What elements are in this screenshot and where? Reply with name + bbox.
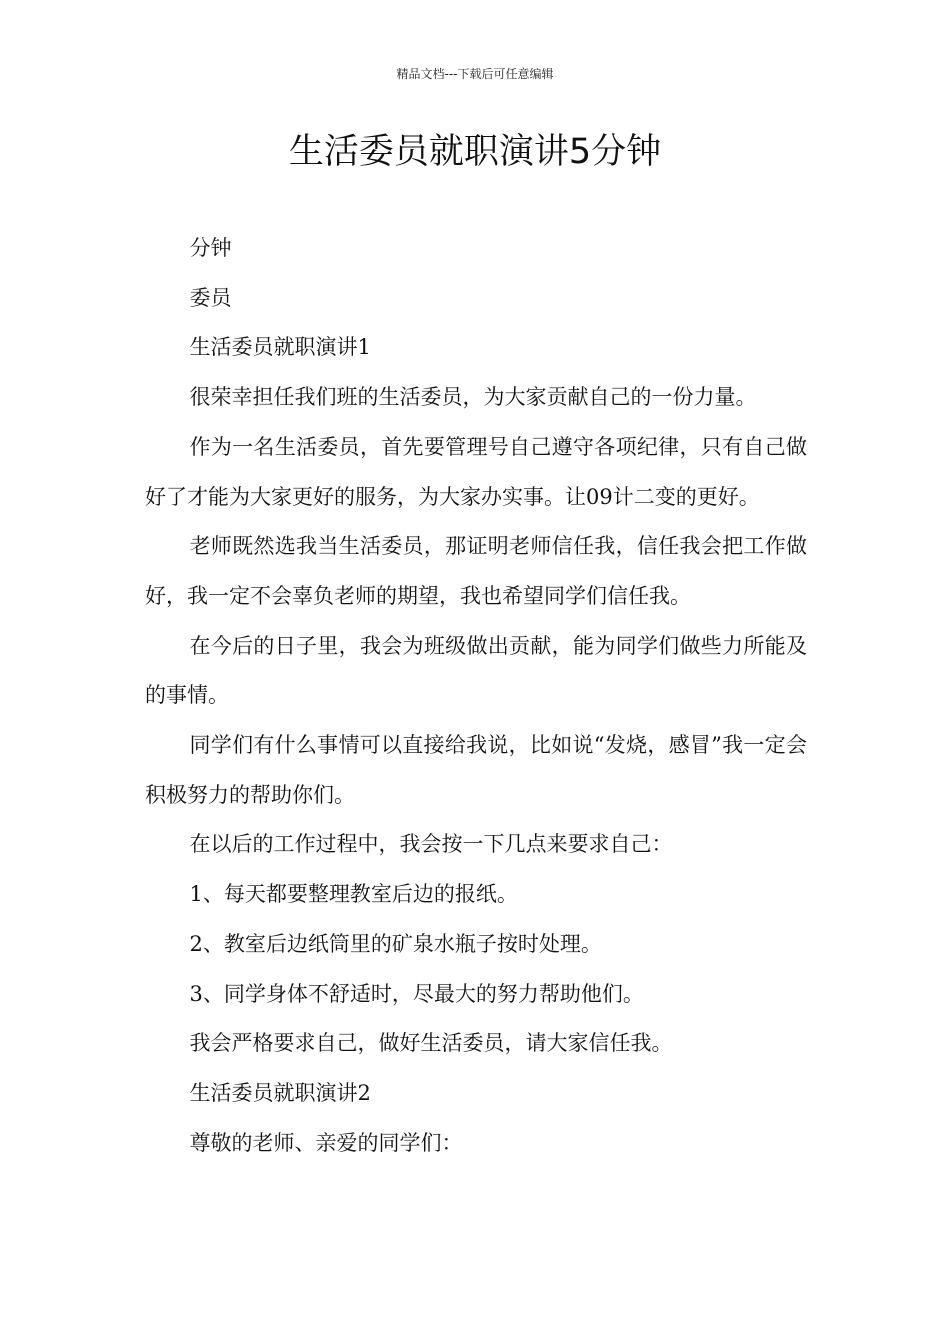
document-title: 生活委员就职演讲5分钟: [288, 132, 662, 172]
list-item: 2、教室后边纸筒里的矿泉水瓶子按时处理。: [189, 931, 602, 956]
list-item: 3、同学身体不舒适时，尽最大的努力帮助他们。: [189, 981, 644, 1006]
document-body: [145, 224, 807, 1168]
paragraph: 在以后的工作过程中，我会按一下几点来要求自己：: [189, 832, 673, 857]
paragraph: 尊敬的老师、亲爱的同学们：: [189, 1130, 463, 1155]
paragraph: 同学们有什么事情可以直接给我说，比如说“发烧，感冒”我一定会积极努力的帮助你们。: [145, 733, 807, 807]
list-item: 1、每天都要整理教室后边的报纸。: [189, 882, 518, 907]
paragraph: 作为一名生活委员，首先要管理号自己遵守各项纪律，只有自己做好了才能为大家更好的服务，为大家办实事。让09计二变的更好。: [145, 434, 807, 509]
paragraph: 委员: [189, 285, 232, 310]
paragraph: 分钟: [189, 236, 232, 260]
section-heading: 生活委员就职演讲2: [189, 1080, 371, 1105]
paragraph: 很荣幸担任我们班的生活委员，为大家贡献自己的一份力量。: [189, 385, 757, 410]
paragraph: 我会严格要求自己，做好生活委员，请大家信任我。: [189, 1031, 673, 1056]
section-heading: 生活委员就职演讲1: [189, 335, 371, 360]
paragraph: 老师既然选我当生活委员，那证明老师信任我，信任我会把工作做好，我一定不会辜负老师的期望，我也希望同学们信任我。: [145, 534, 807, 608]
paragraph: 在今后的日子里，我会为班级做出贡献，能为同学们做些力所能及的事情。: [145, 633, 807, 708]
header-note: 精品文档---下载后可任意编辑: [396, 67, 554, 81]
